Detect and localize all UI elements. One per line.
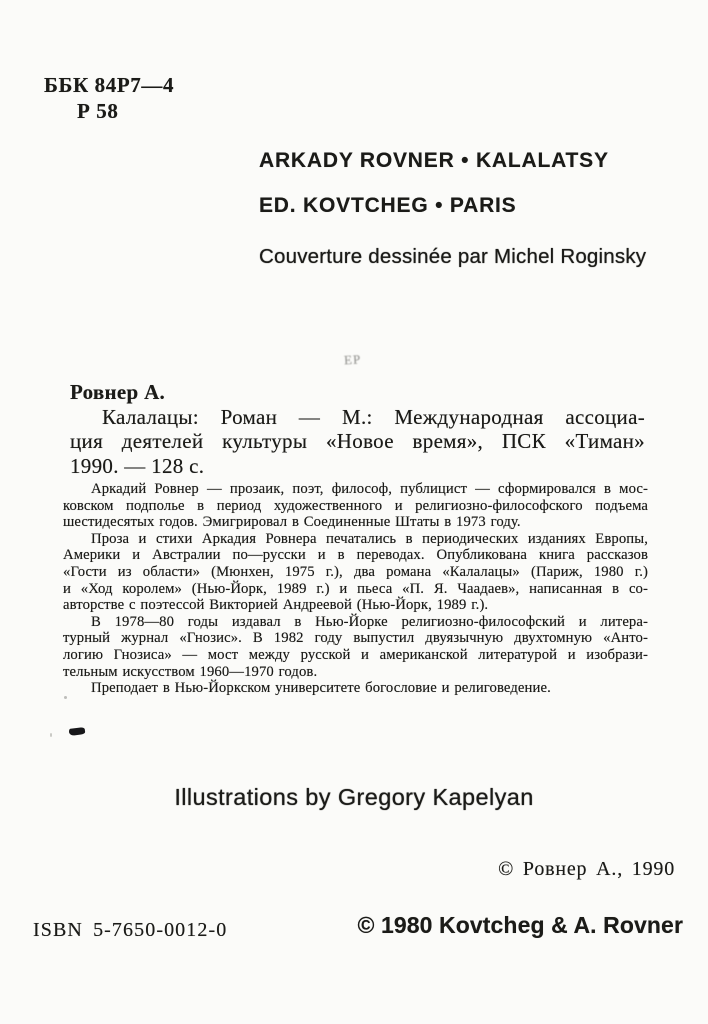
annotation-line: турный журнал «Гнозис». В 1982 году выпустил двуязычную двухтомную «Анто-: [63, 630, 648, 647]
biblio-line: 1990. — 128 с.: [70, 453, 205, 478]
annotation-line: шестидесятых годов. Эмигрировал в Соединенные Штаты в 1973 году.: [63, 514, 521, 531]
author-annotation: [63, 481, 648, 697]
annotation-line: и «Ход королем» (Нью-Йорк, 1989 г.) и пьеса «П. Я. Чаадаев», написанная в со-: [63, 580, 648, 597]
annotation-line: «Гости из области» (Мюнхен, 1975 г.), два романа «Калалацы» (Париж, 1980 г.): [63, 563, 648, 580]
french-edition-title: ARKADY ROVNER • KALALATSY: [259, 149, 609, 172]
annotation-line: ковском подполье в период художественного и религиозно-философского подъема: [63, 497, 648, 514]
publisher-copyright: © 1980 Kovtcheg & A. Rovner: [357, 912, 683, 938]
annotation-line: В 1978—80 годы издавал в Нью-Йорке религиозно-философский и литера-: [91, 613, 648, 630]
annotation-line: тельным искусством 1960—1970 годов.: [63, 663, 318, 680]
author-sign: Р 58: [77, 99, 119, 123]
cover-artist-credit: Couverture dessinée par Michel Roginsky: [259, 245, 647, 268]
annotation-line: авторстве с поэтессой Викторией Андреевой (Нью-Йорк, 1989 г.).: [63, 597, 489, 614]
annotation-line: Проза и стихи Аркадия Ровнера печатались в периодических изданиях Европы,: [91, 530, 648, 547]
bbk-code: ББК 84Р7—4: [44, 73, 175, 97]
biblio-line: Калалацы: Роман — М.: Международная ассоциа-: [102, 404, 645, 429]
ink-speck: [50, 733, 52, 737]
french-edition-publisher: ED. KOVTCHEG • PARIS: [259, 194, 517, 217]
ink-speck: [64, 696, 67, 699]
illustrations-credit: Illustrations by Gregory Kapelyan: [174, 784, 534, 810]
biblio-line: ция деятелей культуры «Новое время», ПСК «Тиман»: [70, 429, 645, 453]
bibliographic-entry: [70, 380, 645, 478]
author-copyright: © Ровнер А., 1990: [498, 858, 675, 880]
annotation-line: Америки и Австралии по—русски и в переводах. Опубликована книга рассказов: [63, 547, 648, 564]
isbn: ISBN 5-7650-0012-0: [33, 919, 228, 941]
annotation-line: Аркадий Ровнер — прозаик, поэт, философ, публицист — сформировался в мос-: [91, 481, 648, 497]
print-smudge: ЕР: [343, 351, 362, 368]
annotation-line: Преподает в Нью-Йоркском университете богословие и религоведение.: [91, 680, 551, 697]
annotation-line: логию Гнозиса» — мост между русской и американской литературой и изобрази-: [63, 646, 648, 663]
biblio-author: Ровнер А.: [70, 380, 166, 404]
library-classification: [44, 72, 174, 124]
ink-blot: [69, 727, 86, 736]
